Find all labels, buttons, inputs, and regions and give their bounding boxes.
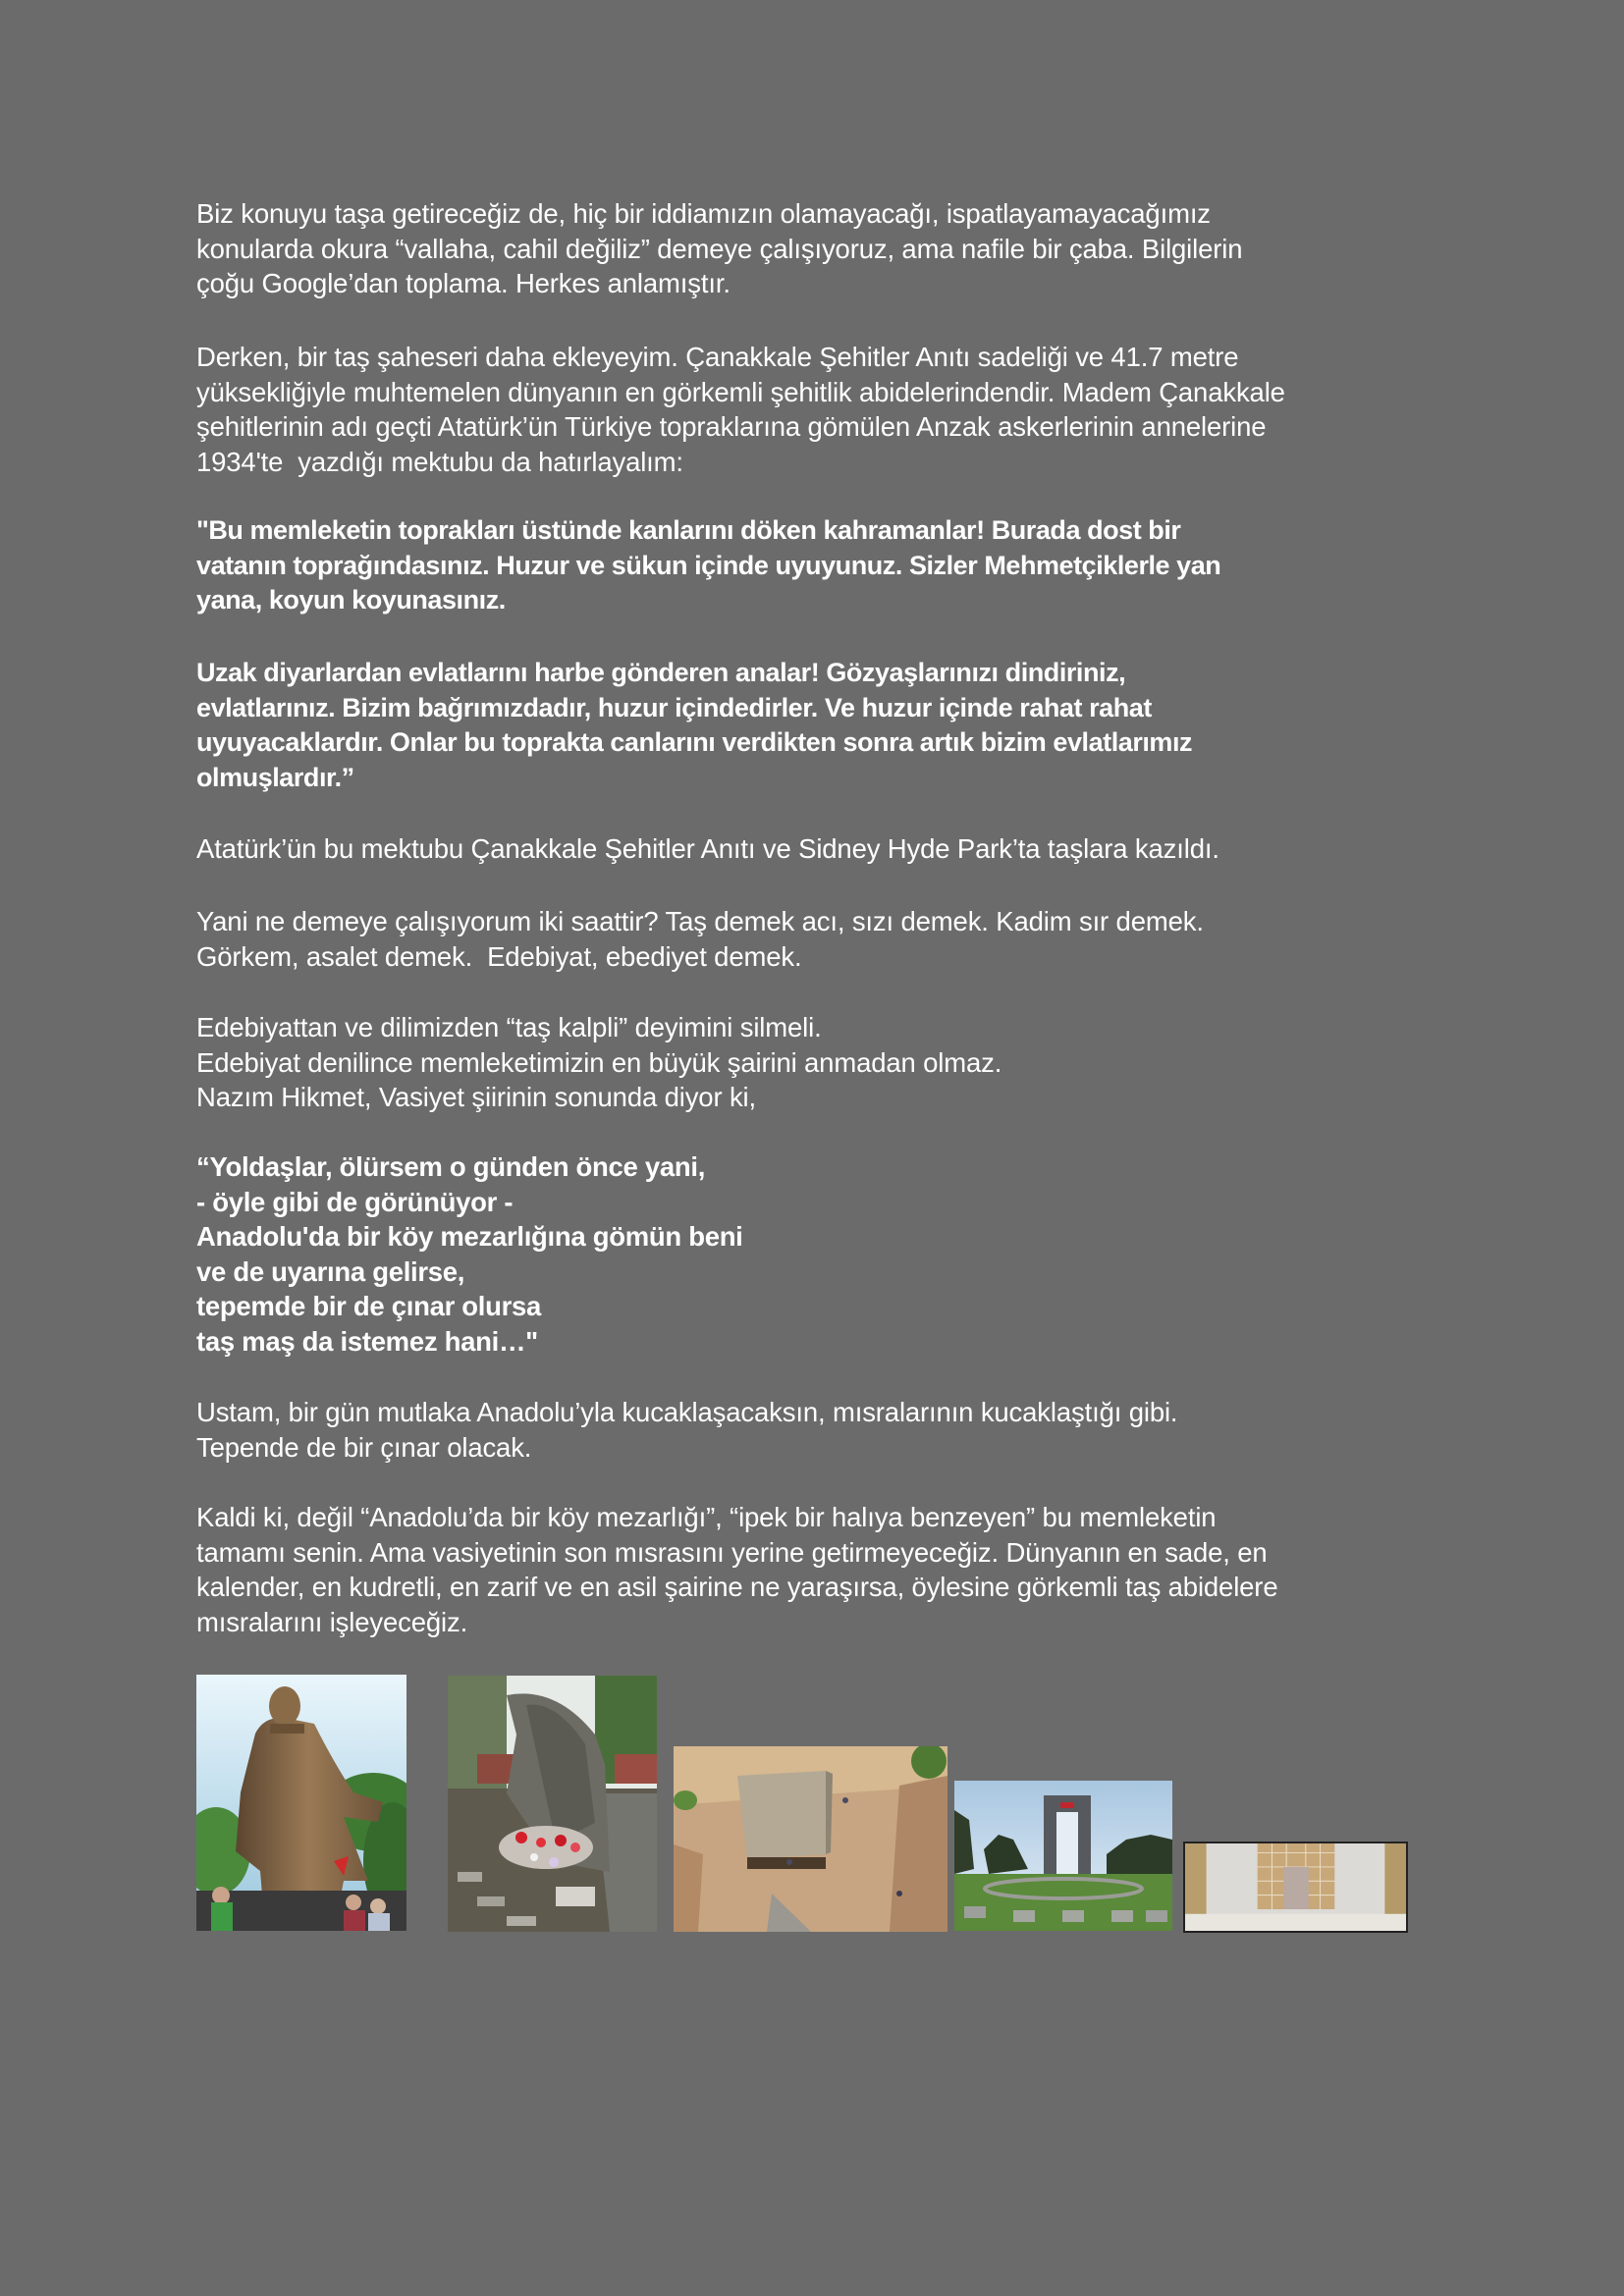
text-line: Yani ne demeye çalışıyorum iki saattir? Taş demek acı, sızı demek. Kadim sır demek.: [196, 906, 1204, 936]
paragraph-canakkale: [196, 340, 1473, 479]
ataturk-letter-quote-1: [196, 513, 1473, 618]
ataturk-letter-quote-2: [196, 656, 1473, 795]
nazim-hikmet-poem-quote: [196, 1149, 1473, 1360]
text-line: Biz konuyu taşa getireceğiz de, hiç bir iddiamızın olamayacağı, ispatlayamayacağımız: [196, 198, 1211, 229]
paragraph-conclusion: [196, 1500, 1473, 1639]
text-line: "Bu memleketin toprakları üstünde kanlarını döken kahramanlar! Burada dost bir: [196, 515, 1181, 545]
text-line: konularda okura “vallaha, cahil değiliz” demeye çalışıyoruz, ama nafile bir çaba. Bilgilerin: [196, 233, 1243, 264]
text-line: Tepende de bir çınar olacak.: [196, 1431, 532, 1463]
text-line: Atatürk’ün bu mektubu Çanakkale Şehitler Anıtı ve Sidney Hyde Park’ta taşlara kazıldı.: [196, 833, 1219, 864]
photo-bronze-statue: [196, 1675, 406, 1931]
text-line: Edebiyattan ve dilimizden “taş kalpli” deyimini silmeli.: [196, 1012, 822, 1042]
text-line: yana, koyun koyunasınız.: [196, 585, 506, 615]
text-line: 1934'te yazdığı mektubu da hatırlayalım:: [196, 446, 683, 477]
text-line: uyuyacaklardır. Onlar bu toprakta canlarını verdikten sonra artık bizim evlatlarımız: [196, 727, 1193, 758]
paragraph-ustam: [196, 1395, 1473, 1465]
poem-line: tepemde bir de çınar olursa: [196, 1291, 542, 1322]
text-line: Uzak diyarlardan evlatlarını harbe gönderen analar! Gözyaşlarınızı dindiriniz,: [196, 658, 1126, 687]
photo-rock-grave-monument: [448, 1676, 657, 1932]
paragraph-intro: [196, 196, 1473, 301]
text-line: yüksekliğiyle muhtemelen dünyanın en görkemli şehitlik abidelerindendir. Madem Çanakkale: [196, 376, 1285, 407]
photo-giant-stone-block-quarry: [674, 1746, 947, 1932]
paragraph-meaning-of-stone: [196, 904, 1473, 974]
text-line: Nazım Hikmet, Vasiyet şiirinin sonunda diyor ki,: [196, 1082, 756, 1113]
text-line: Ustam, bir gün mutlaka Anadolu’yla kucaklaşacaksın, mısralarının kucaklaştığı gibi.: [196, 1397, 1178, 1427]
text-line: evlatlarınız. Bizim bağrımızdadır, huzur içindedirler. Ve huzur içinde rahat rahat: [196, 692, 1152, 722]
text-line: tamamı senin. Ama vasiyetinin son mısrasını yerine getirmeyeceğiz. Dünyanın en sade, en: [196, 1536, 1268, 1568]
text-line: çoğu Google’dan toplama. Herkes anlamıştır.: [196, 268, 731, 299]
text-line: Edebiyat denilince memleketimizin en büyük şairini anmadan olmaz.: [196, 1046, 1002, 1078]
text-line: şehitlerinin adı geçti Atatürk’ün Türkiye topraklarına gömülen Anzak askerlerinin annelerine: [196, 411, 1267, 443]
text-line: mısralarını işleyeceğiz.: [196, 1606, 468, 1637]
text-line: kalender, en kudretli, en zarif ve en asil şairine ne yaraşırsa, öylesine görkemli taş abidelere: [196, 1572, 1278, 1603]
text-line: Kaldi ki, değil “Anadolu’da bir köy mezarlığı”, “ipek bir halıya benzeyen” bu memleketin: [196, 1502, 1217, 1532]
text-line: Derken, bir taş şaheseri daha ekleyeyim. Çanakkale Şehitler Anıtı sadeliği ve 41.7 metre: [196, 342, 1239, 372]
text-line: Görkem, asalet demek. Edebiyat, ebediyet demek.: [196, 940, 802, 972]
photo-marble-mausoleum-interior: [1183, 1842, 1408, 1933]
poem-line: - öyle gibi de görünüyor -: [196, 1186, 514, 1217]
poem-line: Anadolu'da bir köy mezarlığına gömün beni: [196, 1221, 743, 1253]
poem-line: ve de uyarına gelirse,: [196, 1255, 465, 1287]
text-line: olmuşlardır.”: [196, 762, 354, 792]
photo-canakkale-martyrs-memorial: [954, 1781, 1172, 1931]
poem-line: “Yoldaşlar, ölürsem o günden önce yani,: [196, 1151, 706, 1182]
poem-line: taş maş da istemez hani…": [196, 1325, 538, 1357]
paragraph-engraved: [196, 831, 1473, 867]
text-line: vatanın toprağındasınız. Huzur ve sükun içinde uyuyunuz. Sizler Mehmetçiklerle yan: [196, 550, 1221, 580]
paragraph-literature: [196, 1010, 1473, 1115]
